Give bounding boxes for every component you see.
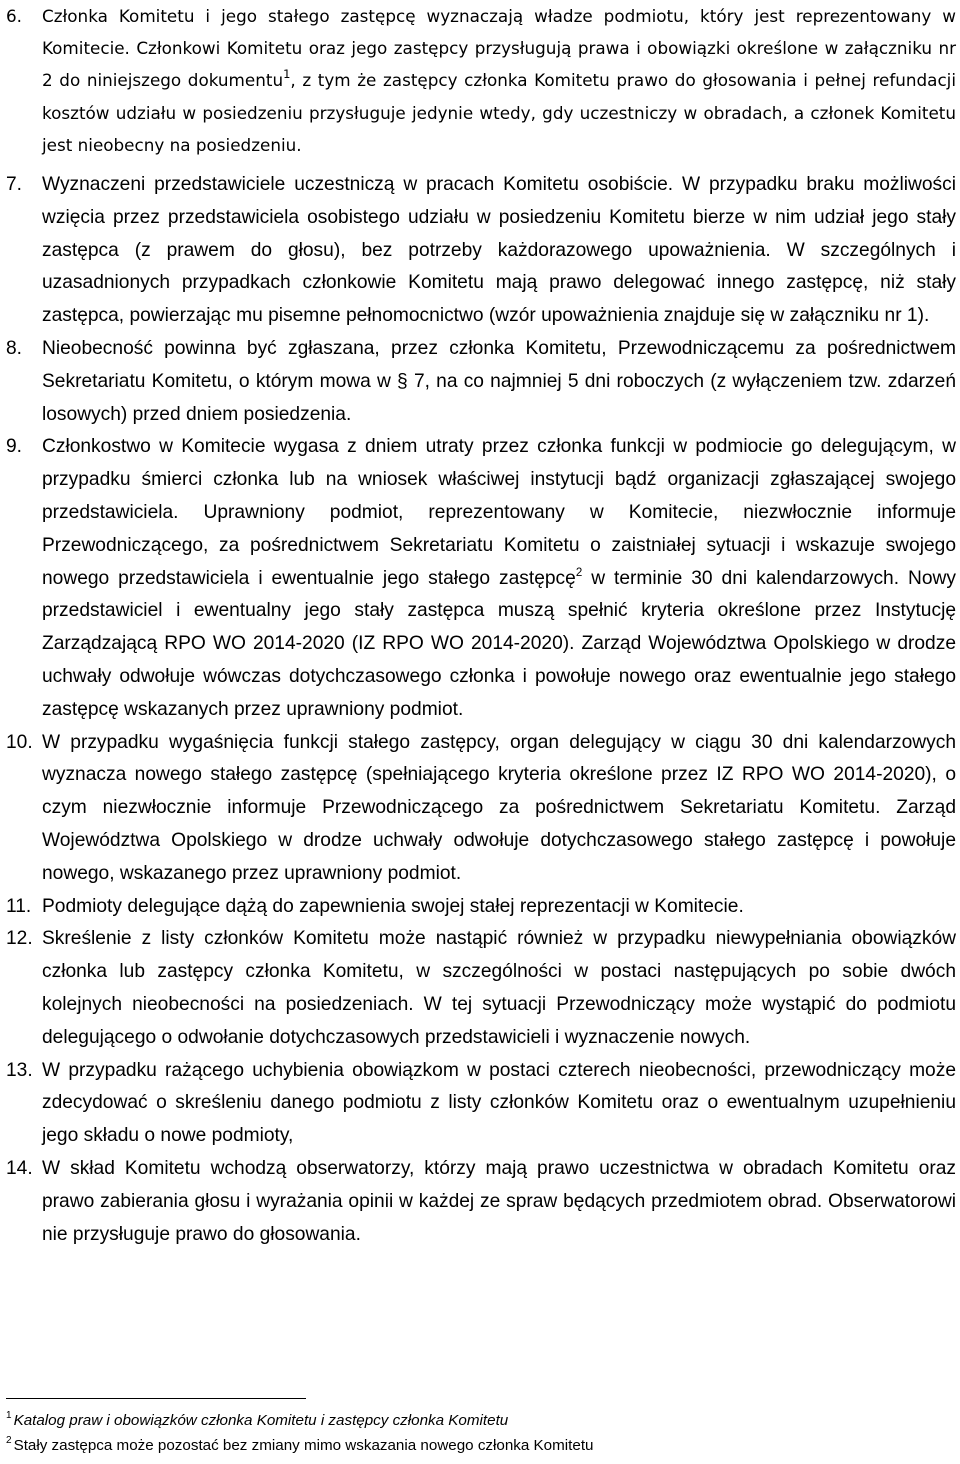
item-text xyxy=(42,431,956,726)
item-number: 12. xyxy=(6,928,33,950)
item-number: 14. xyxy=(6,1157,33,1179)
footnote xyxy=(6,1408,946,1433)
item-text: W przypadku rażącego uchybienia obowiązkom w postaci czterech nieobecności, przewodniczący może zdecydować o skreśleniu danego podmiotu z listy członków Komitetu oraz o ewentualnym uzupełnieniu jego składu o nowe podmioty, xyxy=(42,1059,956,1147)
list-item xyxy=(6,431,956,726)
list-item xyxy=(6,1055,956,1153)
item-text-part: Członka Komitetu i jego stałego zastępcę wyznaczają władze podmiotu, który jest reprezentowany w Komitecie. Członkowi Komitetu oraz jego zastępcy przysługują prawa i obowiązki określone w załączniku nr 2 do niniejszego dokumentu xyxy=(42,6,956,91)
list-item xyxy=(6,727,956,891)
footnote-ref: 2 xyxy=(575,566,583,579)
list-item xyxy=(6,923,956,1054)
footnote-separator xyxy=(6,1398,306,1399)
item-text xyxy=(42,0,956,161)
item-text: Skreślenie z listy członków Komitetu może nastąpić również w przypadku niewypełniania obowiązków członka lub zastępcy członka Komitetu, w szczególności w postaci następujących po sobie dwóch kolejnych nieobecności na posiedzeniach. W tej sytuacji Przewodniczący może wystąpić do podmiotu delegującego o odwołanie dotychczasowych przedstawicieli i wyznaczenie nowych. xyxy=(42,928,956,1048)
item-number: 11. xyxy=(6,895,32,917)
footnote-text: Katalog praw i obowiązków członka Komitetu i zastępcy członka Komitetu xyxy=(13,1412,509,1429)
item-number: 9. xyxy=(6,436,23,458)
item-text: Podmioty delegujące dążą do zapewnienia swojej stałej reprezentacji w Komitecie. xyxy=(42,895,744,917)
item-number: 6. xyxy=(6,6,23,26)
item-text: W skład Komitetu wchodzą obserwatorzy, którzy mają prawo uczestnictwa w obradach Komitetu oraz prawo zabierania głosu i wyrażania opinii w każdej ze spraw będących przedmiotem obrad. Obserwatorowi nie przysługuje prawo do głosowania. xyxy=(42,1157,956,1245)
item-text: Wyznaczeni przedstawiciele uczestniczą w pracach Komitetu osobiście. W przypadku braku możliwości wzięcia przez przedstawiciela osobistego udziału w posiedzeniu Komitetu bierze w nim udział jego stały zastępca (z prawem do głosu), bez potrzeby każdorazowego upoważnienia. W szczególnych i uzasadnionych przypadkach członkowie Komitetu mają prawo delegować innego zastępcę, niż stały zastępca, powierzając mu pisemne pełnomocnictwo (wzór upoważnienia znajduje się w załączniku nr 1). xyxy=(42,174,956,327)
footnote-mark: 1 xyxy=(6,1410,12,1421)
footnote-mark: 2 xyxy=(6,1435,12,1446)
item-number: 10. xyxy=(6,731,33,753)
footnote-text: Stały zastępca może pozostać bez zmiany mimo wskazania nowego członka Komitetu xyxy=(13,1437,594,1454)
list-item xyxy=(6,169,956,333)
item-text: Nieobecność powinna być zgłaszana, przez członka Komitetu, Przewodniczącemu za pośrednictwem Sekretariatu Komitetu, o którym mowa w § 7, na co najmniej 5 dni roboczych (z wyłączeniem tzw. zdarzeń losowych) przed dniem posiedzenia. xyxy=(42,338,956,425)
footnote-ref: 1 xyxy=(283,67,291,82)
numbered-list xyxy=(6,0,956,1251)
item-number: 7. xyxy=(6,174,23,196)
item-number: 13. xyxy=(6,1059,33,1081)
item-text-part: w terminie 30 dni kalendarzowych. Nowy przedstawiciel i ewentualny jego stały zastępca muszą spełnić kryteria określone przez Instytucję Zarządzającą RPO WO 2014-2020 (IZ RPO WO 2014-2020). Zarząd Województwa Opolskiego w drodze uchwały odwołuje wówczas dotychczasowego członka i powołuje nowego oraz ewentualnie jego stałego zastępcę wskazanych przez uprawniony podmiot. xyxy=(42,567,956,720)
item-text: W przypadku wygaśnięcia funkcji stałego zastępcy, organ delegujący w ciągu 30 dni kalendarzowych wyznacza nowego stałego zastępcę (spełniającego kryteria określone przez IZ RPO WO 2014-2020), o czym niezwłocznie informuje Przewodniczącego za pośrednictwem Sekretariatu Komitetu. Zarząd Województwa Opolskiego w drodze uchwały odwołuje dotychczasowego stałego zastępcę i powołuje nowego, wskazanego przez uprawniony podmiot. xyxy=(42,731,956,884)
list-item xyxy=(6,0,956,161)
footnotes xyxy=(6,1408,946,1458)
list-item xyxy=(6,333,956,431)
list-item xyxy=(6,891,956,924)
item-number: 8. xyxy=(6,338,23,359)
list-item xyxy=(6,1153,956,1251)
item-text-part: , z tym że zastępcy członka Komitetu prawo do głosowania i pełnej refundacji kosztów udziału w posiedzeniu przysługuje jedynie wtedy, gdy uczestniczy w obradach, a członek Komitetu jest nieobecny na posiedzeniu. xyxy=(42,70,956,155)
footnote xyxy=(6,1433,946,1458)
item-text-part: Członkostwo w Komitecie wygasa z dniem utraty przez członka funkcji w podmiocie go delegującym, w przypadku śmierci członka lub na wniosek właściwej instytucji bądź organizacji zgłaszającej swojego przedstawiciela. Uprawniony podmiot, reprezentowany w Komitecie, niezwłocznie informuje Przewodniczącego, za pośrednictwem Sekretariatu Komitetu o zaistniałej sytuacji i wskazuje swojego nowego przedstawiciela i ewentualnie jego stałego zastępcę xyxy=(42,436,956,589)
